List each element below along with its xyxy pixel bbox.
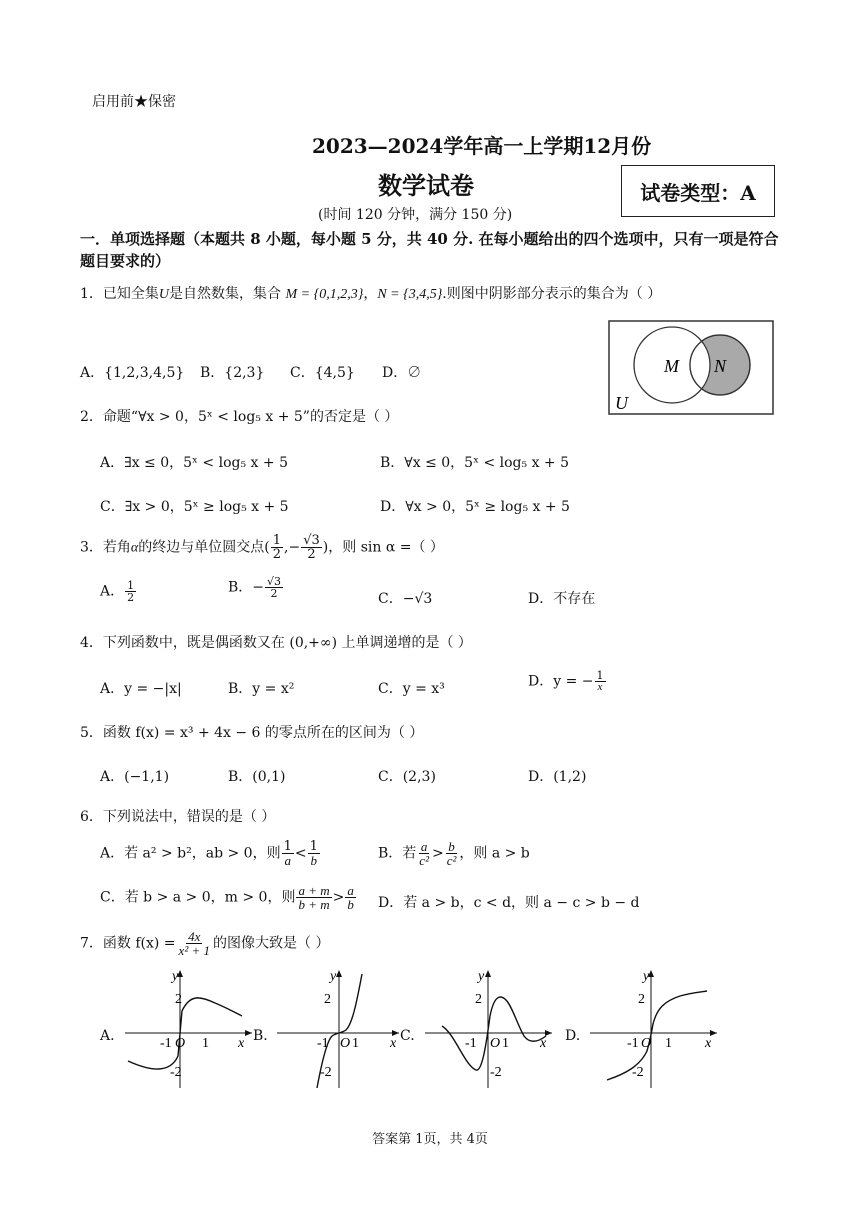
q5-option-a: A．(−1,1) xyxy=(100,769,170,785)
svg-text:2: 2 xyxy=(175,992,182,1007)
q7-label-c: C. xyxy=(400,1028,415,1044)
question-4-stem: 4．下列函数中，既是偶函数又在 (0,+∞) 上单调递增的是（ ） xyxy=(80,635,472,651)
q3-option-b: B．− $\frac{√3}{2}$ xyxy=(228,575,282,600)
svg-text:2: 2 xyxy=(475,992,482,1007)
q6-option-a: A．若 a² > b²，ab > 0，则 $\frac{1}{a}$ < $\frac{1}{b}$ xyxy=(100,839,318,868)
page-footer: 答案第 1页，共 4页 xyxy=(372,1132,488,1147)
q7-label-b: B. xyxy=(253,1028,268,1044)
svg-text:1: 1 xyxy=(202,1036,209,1051)
svg-text:-2: -2 xyxy=(320,1065,332,1080)
svg-text:x: x xyxy=(238,1036,245,1051)
svg-text:2: 2 xyxy=(324,992,331,1007)
svg-text:x: x xyxy=(705,1036,712,1051)
svg-text:1: 1 xyxy=(665,1036,672,1051)
q6-option-d: D．若 a > b，c < d，则 a − c > b − d xyxy=(378,895,640,911)
exam-title-line1: 2023—2024学年高一上学期12月份 xyxy=(312,134,652,158)
confidential-notice: 启用前★保密 xyxy=(92,94,176,110)
q2-option-d: D．∀x > 0，5ˣ ≥ log₅ x + 5 xyxy=(380,499,570,515)
svg-text:y: y xyxy=(172,969,179,984)
venn-label-u: U xyxy=(615,393,628,413)
svg-text:-2: -2 xyxy=(490,1065,502,1080)
svg-text:O: O xyxy=(641,1036,652,1051)
svg-text:y: y xyxy=(478,969,485,984)
venn-label-m: M xyxy=(664,356,679,376)
q3-option-c: C．−√3 xyxy=(378,591,433,607)
svg-text:y: y xyxy=(643,969,650,984)
q7-label-d: D. xyxy=(565,1028,581,1044)
q1-option-c: C．{4,5} xyxy=(290,365,355,381)
svg-text:O: O xyxy=(490,1036,501,1051)
q7-graph-c xyxy=(420,966,555,1091)
q7-graph-a xyxy=(120,966,255,1091)
svg-text:-1: -1 xyxy=(627,1036,639,1051)
svg-text:-1: -1 xyxy=(160,1036,172,1051)
q7-label-a: A. xyxy=(100,1028,115,1044)
q2-option-c: C．∃x > 0，5ˣ ≥ log₅ x + 5 xyxy=(100,499,289,515)
q5-option-c: C．(2,3) xyxy=(378,769,436,785)
svg-text:x: x xyxy=(390,1036,397,1051)
svg-text:-1: -1 xyxy=(465,1036,477,1051)
q7-graph-b xyxy=(272,966,402,1091)
exam-title: 数学试卷 xyxy=(378,171,474,200)
question-7-stem: 7．函数 f(x) = $\frac{4x}{\text{x² + 1}}$ 的图像大致是（ ） xyxy=(80,929,330,958)
q6-option-c: C．若 b > a > 0，m > 0，则 $\frac{a + m}{b + m}$ > $\frac{a}{b}$ xyxy=(100,883,354,912)
q3-option-a: A． $\frac{1}{2}$ xyxy=(100,579,135,604)
question-3-stem: 3．若角α的终边与单位圆交点( $\frac{1}{2}$ ,− $\frac{√3}{2}$ )，则 sin α =（ ） xyxy=(80,533,444,562)
q6-option-b: B．若 $\frac{a}{\text{c²}}$ > $\frac{b}{\text{c²}}$ ，则 a > b xyxy=(378,839,530,868)
q1-option-b: B．{2,3} xyxy=(200,365,265,381)
q3-option-d: D．不存在 xyxy=(528,591,596,607)
svg-text:O: O xyxy=(175,1036,186,1051)
q1-option-a: A．{1,2,3,4,5} xyxy=(80,365,185,381)
svg-text:-2: -2 xyxy=(632,1065,644,1080)
svg-text:O: O xyxy=(340,1036,351,1051)
time-info: (时间 120 分钟，满分 150 分) xyxy=(318,207,513,223)
q2-option-a: A．∃x ≤ 0，5ˣ < log₅ x + 5 xyxy=(100,455,288,471)
q5-option-d: D．(1,2) xyxy=(528,769,587,785)
svg-text:-2: -2 xyxy=(170,1065,182,1080)
q7-graph-d xyxy=(585,966,720,1091)
question-5-stem: 5．函数 f(x) = x³ + 4x − 6 的零点所在的区间为（ ） xyxy=(80,725,424,741)
venn-diagram xyxy=(608,320,774,416)
svg-text:y: y xyxy=(330,969,337,984)
question-2-stem: 2．命题“∀x > 0，5ˣ < log₅ x + 5”的否定是（ ） xyxy=(80,409,399,425)
section-heading: 一．单项选择题（本题共 8 小题，每小题 5 分，共 40 分. 在每小题给出的四个选项中，只有一项是符合题目要求的） xyxy=(80,230,779,270)
svg-text:1: 1 xyxy=(502,1036,509,1051)
question-1-stem: 1．已知全集U是自然数集，集合 M = {0,1,2,3}，N = {3,4,5}.则图中阴影部分表示的集合为（ ） xyxy=(80,286,662,302)
q5-option-b: B．(0,1) xyxy=(228,769,286,785)
svg-text:2: 2 xyxy=(638,992,645,1007)
svg-text:1: 1 xyxy=(352,1036,359,1051)
q1-option-d: D．∅ xyxy=(382,365,422,381)
q2-option-b: B．∀x ≤ 0，5ˣ < log₅ x + 5 xyxy=(380,455,570,471)
q4-option-c: C．y = x³ xyxy=(378,681,445,697)
question-6-stem: 6．下列说法中，错误的是（ ） xyxy=(80,809,276,825)
venn-label-n: N xyxy=(714,356,727,376)
svg-text:-1: -1 xyxy=(317,1036,329,1051)
svg-text:x: x xyxy=(540,1036,547,1051)
q4-option-d: D．y = − $\frac{1}{x}$ xyxy=(528,669,604,693)
q4-option-a: A．y = −|x| xyxy=(100,681,182,697)
q4-option-b: B．y = x² xyxy=(228,681,295,697)
exam-type-box: 试卷类型：A xyxy=(621,165,775,217)
